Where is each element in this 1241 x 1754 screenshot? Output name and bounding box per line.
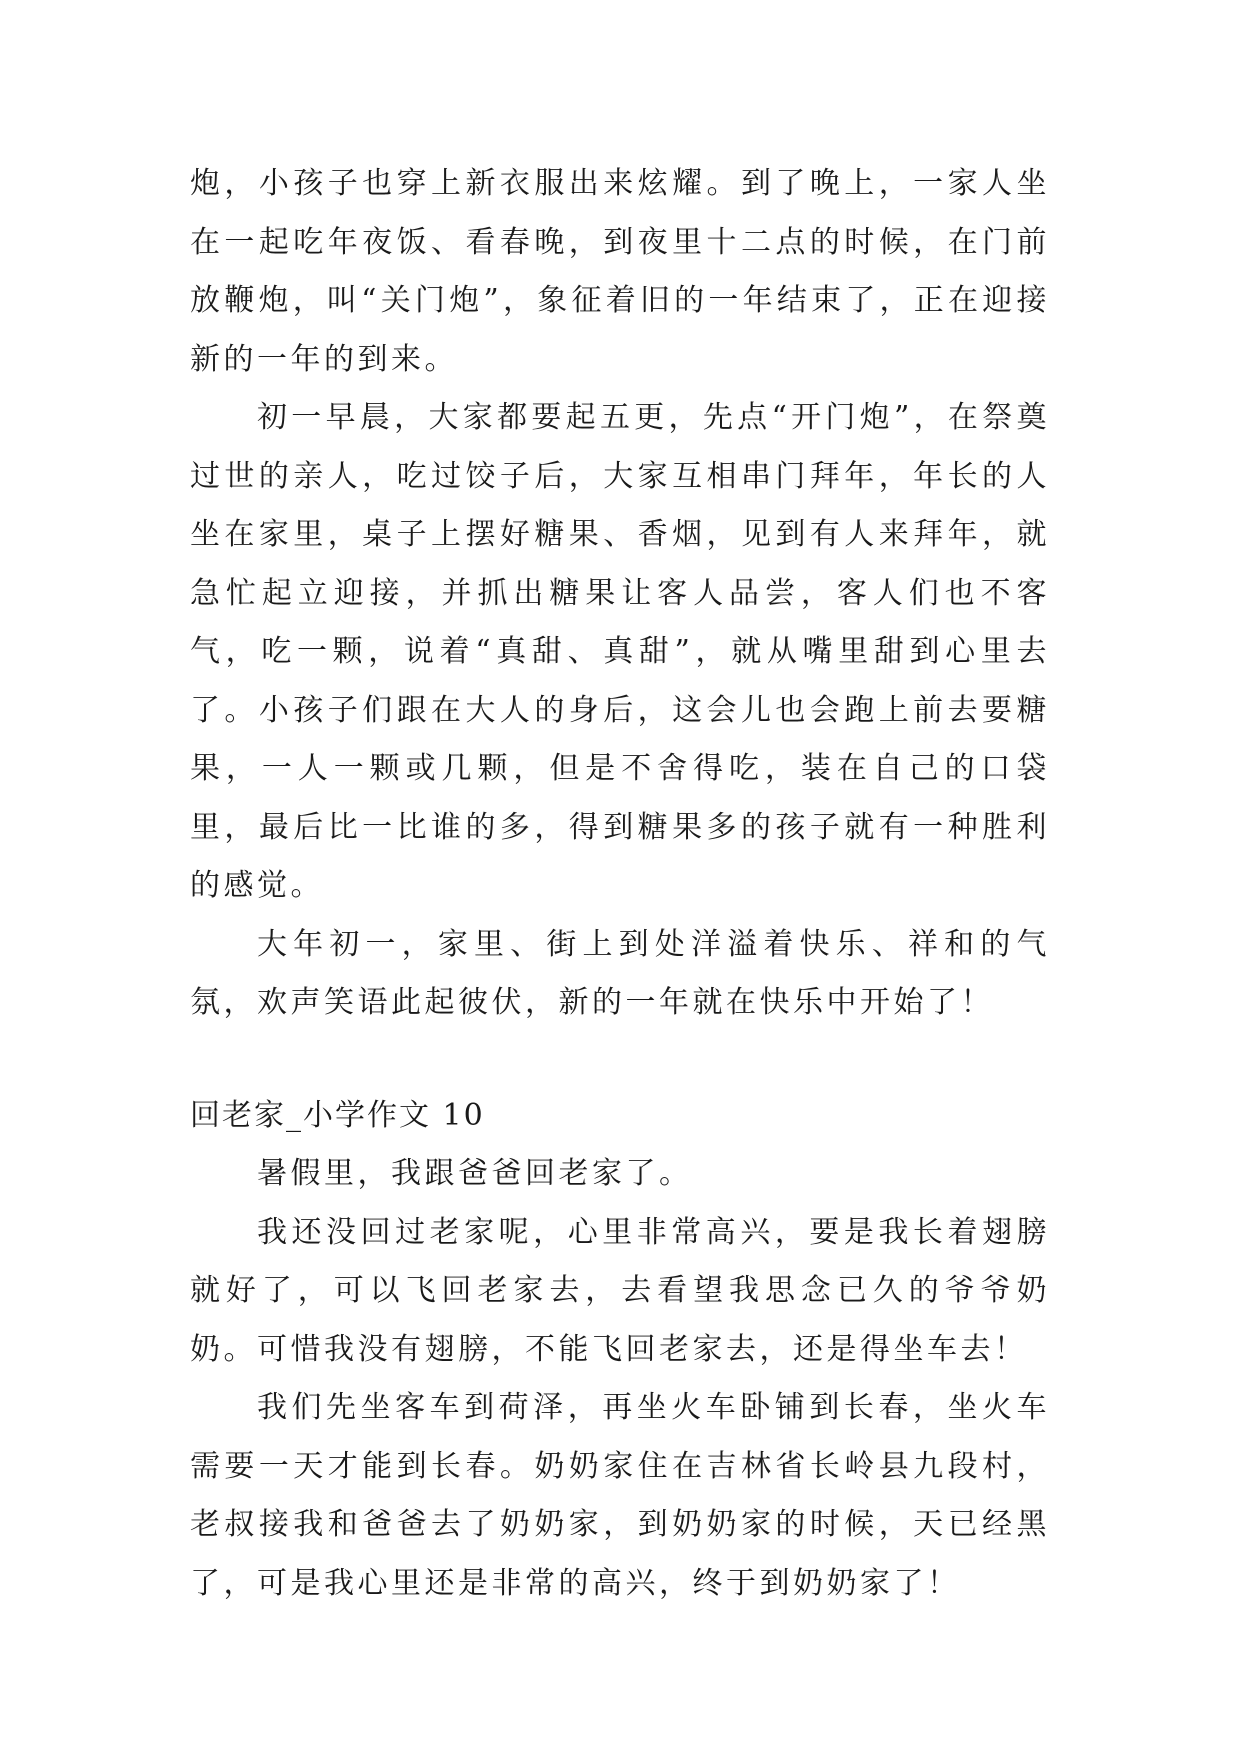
section-title: 回老家_小学作文 10 <box>190 1097 485 1133</box>
paragraph-wish-wings: 我还没回过老家呢，心里非常高兴，要是我长着翅膀就好了，可以飞回老家去，去看望我思念已久的爷爷奶奶。可惜我没有翅膀，不能飞回老家去，还是得坐车去！ <box>190 1214 1050 1367</box>
paragraph-continuation: 炮，小孩子也穿上新衣服出来炫耀。到了晚上，一家人坐在一起吃年夜饭、看春晚，到夜里十二点的时候，在门前放鞭炮，叫“关门炮”，象征着旧的一年结束了，正在迎接新的一年的到来。 <box>190 166 1050 377</box>
paragraph-summer-trip: 暑假里，我跟爸爸回老家了。 <box>257 1156 693 1191</box>
section-spacer <box>190 1033 1050 1087</box>
document-body <box>190 155 1050 1613</box>
paragraph-new-year-morning: 初一早晨，大家都要起五更，先点“开门炮”，在祭奠过世的亲人，吃过饺子后，大家互相串门拜年，年长的人坐在家里，桌子上摆好糖果、香烟，见到有人来拜年，就急忙起立迎接，并抓出糖果让客人品尝，客人们也不客气，吃一颗，说着“真甜、真甜”，就从嘴里甜到心里去了。小孩子们跟在大人的身后，这会儿也会跑上前去要糖果，一人一颗或几颗，但是不舍得吃，装在自己的口袋里，最后比一比谁的多，得到糖果多的孩子就有一种胜利的感觉。 <box>190 400 1050 903</box>
paragraph-journey: 我们先坐客车到荷泽，再坐火车卧铺到长春，坐火车需要一天才能到长春。奶奶家住在吉林省长岭县九段村，老叔接我和爸爸去了奶奶家，到奶奶家的时候，天已经黑了，可是我心里还是非常的高兴，终于到奶奶家了！ <box>190 1390 1050 1601</box>
paragraph-new-year-closing: 大年初一，家里、街上到处洋溢着快乐、祥和的气氛，欢声笑语此起彼伏，新的一年就在快乐中开始了！ <box>190 926 1050 1020</box>
